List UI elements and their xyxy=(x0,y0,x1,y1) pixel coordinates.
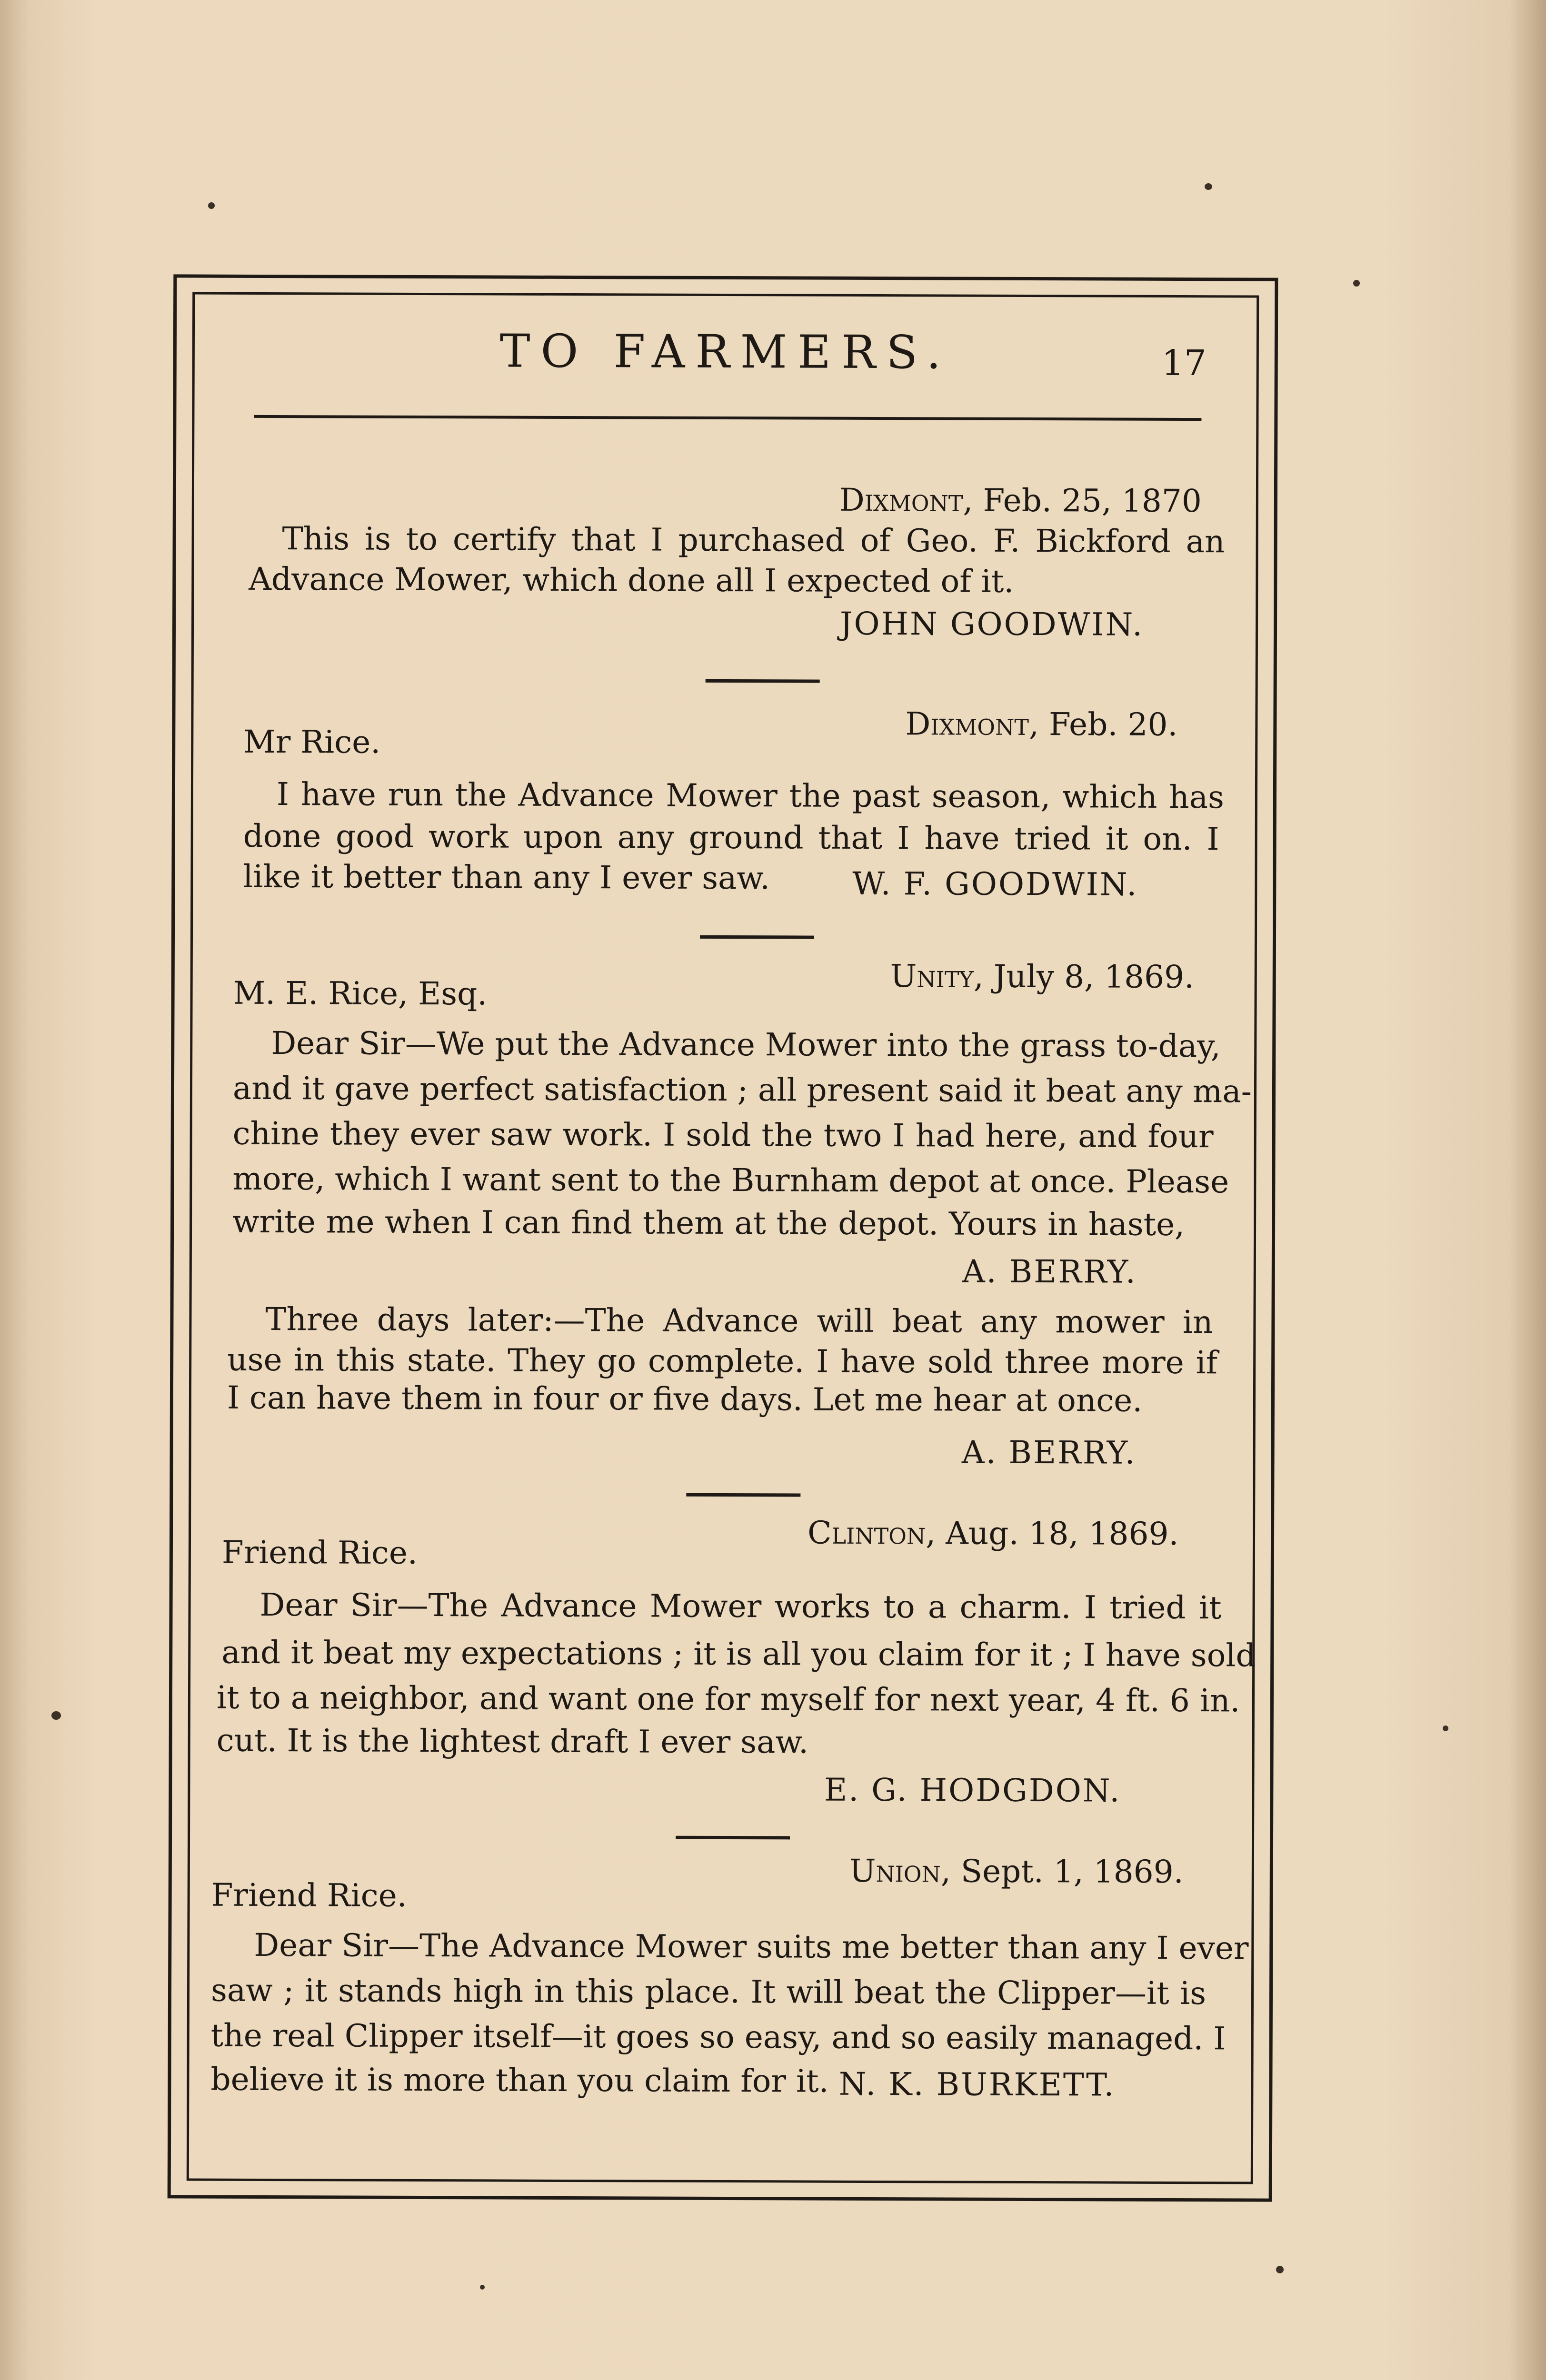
page-number: 17 xyxy=(1161,342,1207,384)
letter-date: , Feb. 25, 1870 xyxy=(963,482,1202,520)
letter-place: Dixmont xyxy=(905,705,1029,743)
letter-dateline xyxy=(890,958,1195,996)
letter-line: Dear Sir—The Advance Mower works to a charm. I tried it xyxy=(259,1586,1222,1626)
letter-dateline xyxy=(839,481,1202,520)
paper-speck xyxy=(1205,183,1212,190)
letter-line: and it gave perfect satisfaction ; all present said it beat any ma- xyxy=(232,1070,1252,1110)
postscript-line: I can have them in four or five days. Let me hear at once. xyxy=(227,1379,1143,1419)
letter-salutation: M. E. Rice, Esq. xyxy=(233,974,488,1012)
letter-line: chine they ever saw work. I sold the two I had here, and four xyxy=(232,1115,1214,1155)
separator-rule xyxy=(700,935,814,939)
letter-date: , Aug. 18, 1869. xyxy=(926,1515,1179,1553)
letter-line: Advance Mower, which done all I expected of it. xyxy=(249,560,1014,600)
separator-rule xyxy=(676,1836,790,1840)
separator-rule xyxy=(686,1493,800,1497)
letter-line: it to a neighbor, and want one for myself for next year, 4 ft. 6 in. xyxy=(216,1679,1240,1719)
letter-line: I have run the Advance Mower the past season, which has xyxy=(276,776,1225,816)
separator-rule xyxy=(706,679,820,683)
postscript-line: Three days later:—The Advance will beat any mower in xyxy=(265,1300,1213,1341)
letter-line: done good work upon any ground that I have tried it on. I xyxy=(243,817,1219,858)
letter-line: like it better than any I ever saw. xyxy=(243,858,770,897)
letter-dateline xyxy=(807,1514,1179,1553)
letter-signature: E. G. HODGDON. xyxy=(824,1771,1121,1809)
letter-date: , July 8, 1869. xyxy=(973,958,1195,996)
letter-date: , Feb. 20. xyxy=(1028,706,1178,743)
letter-salutation: Mr Rice. xyxy=(243,723,381,761)
letter-place: Union xyxy=(849,1852,941,1890)
letter-line: the real Clipper itself—it goes so easy, and so easily managed. I xyxy=(210,2017,1226,2057)
paper-speck xyxy=(51,1711,61,1720)
letter-signature: N. K. BURKETT. xyxy=(838,2065,1116,2103)
paper-speck xyxy=(1353,280,1360,287)
paper-speck xyxy=(208,202,215,209)
letter-line: This is to certify that I purchased of Geo. F. Bickford an xyxy=(282,520,1225,560)
letter-signature: W. F. GOODWIN. xyxy=(852,865,1138,903)
letter-line: cut. It is the lightest draft I ever saw. xyxy=(216,1722,809,1761)
letter-line: and it beat my expectations ; it is all you claim for it ; I have sold xyxy=(221,1634,1256,1674)
letter-line: write me when I can find them at the depot. Yours in haste, xyxy=(232,1203,1185,1243)
paper-speck xyxy=(1276,2266,1284,2273)
letter-line: Dear Sir—The Advance Mower suits me better than any I ever xyxy=(254,1926,1249,1967)
letter-line: believe it is more than you claim for it. xyxy=(210,2061,829,2100)
letter-place: Dixmont xyxy=(839,481,963,519)
letter-signature: JOHN GOODWIN. xyxy=(839,605,1144,643)
paper-speck xyxy=(1443,1726,1448,1731)
letter-place: Clinton xyxy=(807,1514,926,1552)
paper-speck xyxy=(480,2285,485,2290)
letter-line: more, which I want sent to the Burnham depot at once. Please xyxy=(232,1160,1229,1200)
letter-line: saw ; it stands high in this place. It will beat the Clipper—it is xyxy=(210,1972,1207,2012)
letter-salutation: Friend Rice. xyxy=(221,1534,418,1571)
page-title: TO FARMERS. xyxy=(499,324,952,379)
postscript-line: use in this state. They go complete. I have sold three more if xyxy=(227,1341,1218,1381)
letter-place: Unity xyxy=(890,958,974,995)
letter-date: , Sept. 1, 1869. xyxy=(940,1853,1184,1891)
header-rule xyxy=(254,415,1201,421)
letter-dateline xyxy=(849,1852,1184,1891)
letter-line: Dear Sir—We put the Advance Mower into the grass to-day, xyxy=(271,1025,1221,1065)
letter-dateline xyxy=(905,705,1178,743)
letter-signature: A. BERRY. xyxy=(962,1253,1137,1290)
page-content xyxy=(187,292,1259,2184)
letter-salutation: Friend Rice. xyxy=(211,1876,407,1914)
postscript-signature: A. BERRY. xyxy=(961,1434,1137,1471)
